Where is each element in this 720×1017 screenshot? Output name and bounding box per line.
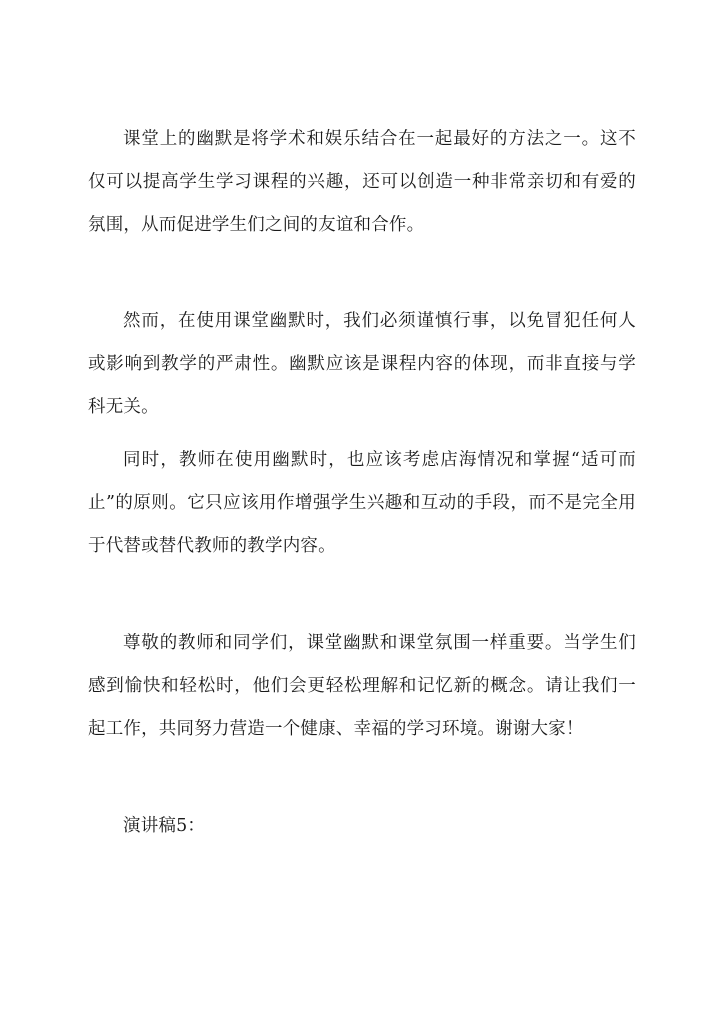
section-heading-speech-5: 演讲稿5： [123,816,206,836]
paragraph-humor-caution: 然而，在使用课堂幽默时，我们必须谨慎行事，以免冒犯任何人或影响到教学的严肃性。幽默应该是课程内容的体现，而非直接与学科无关。 [88,311,636,417]
paragraph-teacher-principle: 同时，教师在使用幽默时，也应该考虑店海情况和掌握“适可而止”的原则。它只应该用作增强学生兴趣和互动的手段，而不是完全用于代替或替代教师的教学内容。 [88,450,636,556]
paragraph-humor-benefits: 课堂上的幽默是将学术和娱乐结合在一起最好的方法之一。这不仅可以提高学生学习课程的兴趣，还可以创造一种非常亲切和有爱的氛围，从而促进学生们之间的友谊和合作。 [88,129,636,235]
paragraph-closing-remarks: 尊敬的教师和同学们，课堂幽默和课堂氛围一样重要。当学生们感到愉快和轻松时，他们会更轻松理解和记忆新的概念。请让我们一起工作，共同努力营造一个健康、幸福的学习环境。谢谢大家！ [88,633,636,739]
